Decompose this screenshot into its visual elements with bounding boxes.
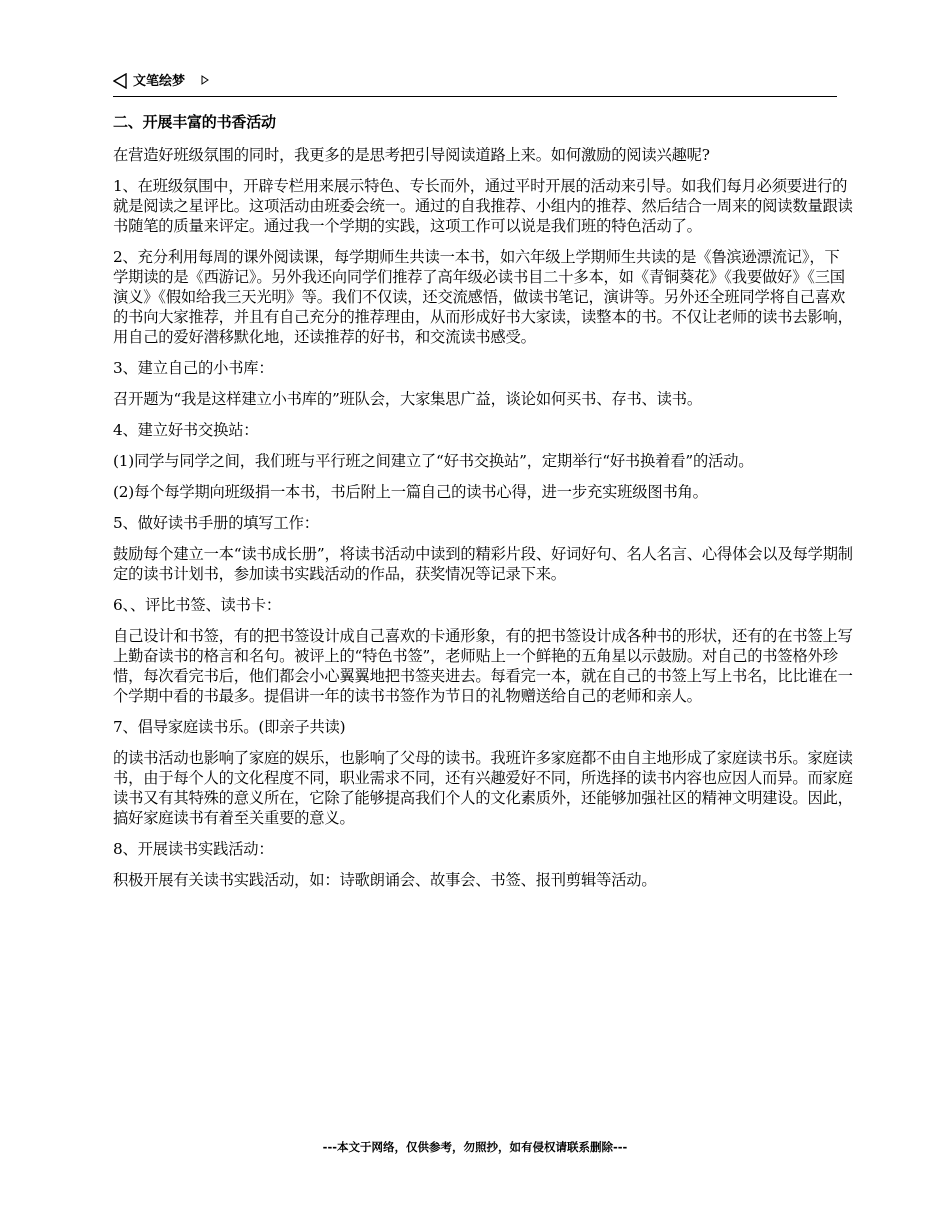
- paragraph: 积极开展有关读书实践活动，如：诗歌朗诵会、故事会、书签、报刊剪辑等活动。: [113, 871, 657, 889]
- paragraph: 自己设计和书签，有的把书签设计成自己喜欢的卡通形象，有的把书签设计成各种书的形状，还有的在书签上写上勤奋读书的格言和名句。被评上的“特色书签”，老师贴上一个鲜艳的五角星以示鼓励。对自己的书签格外珍惜，每次看完书后，他们都会小心翼翼地把书签夹进去。每看完一本，就在自己的书签上写上书名，比比谁在一个学期中看的书最多。提倡讲一年的读书书签作为节日的礼物赠送给自己的老师和亲人。: [113, 627, 853, 705]
- paragraph: 的读书活动也影响了家庭的娱乐，也影响了父母的读书。我班许多家庭都不由自主地形成了家庭读书乐。家庭读书，由于每个人的文化程度不同，职业需求不同，还有兴趣爱好不同，所选择的读书内容也应因人而异。而家庭读书又有其特殊的意义所在，它除了能够提高我们个人的文化素质外，还能够加强社区的精神文明建设。因此，搞好家庭读书有着至关重要的意义。: [113, 749, 853, 827]
- paragraph: (1)同学与同学之间，我们班与平行班之间建立了“好书交换站”，定期举行“好书换着看”的活动。: [113, 452, 754, 470]
- subheading: 5、做好读书手册的填写工作：: [113, 514, 319, 532]
- subheading: 4、建立好书交换站：: [113, 421, 259, 439]
- footer-disclaimer: ---本文于网络，仅供参考，勿照抄，如有侵权请联系删除---: [322, 1140, 628, 1154]
- paragraph: 召开题为“我是这样建立小书库的”班队会，大家集思广益，谈论如何买书、存书、读书。: [113, 390, 702, 408]
- intro-paragraph: 在营造好班级氛围的同时，我更多的是思考把引导阅读道路上来。如何激励的阅读兴趣呢?: [113, 146, 710, 164]
- subheading: 7、倡导家庭读书乐。(即亲子共读): [113, 718, 346, 736]
- paragraph: 鼓励每个建立一本“读书成长册”，将读书活动中读到的精彩片段、好词好句、名人名言、心得体会以及每学期制定的读书计划书，参加读书实践活动的作品，获奖情况等记录下来。: [113, 545, 853, 583]
- paragraph: 1、在班级氛围中，开辟专栏用来展示特色、专长而外，通过平时开展的活动来引导。如我们每月必须要进行的就是阅读之星评比。这项活动由班委会统一。通过的自我推荐、小组内的推荐、然后结合一周来的阅读数量跟读书随笔的质量来评定。通过我一个学期的实践，这项工作可以说是我们班的特色活动了。: [113, 177, 853, 235]
- brand-name: 文笔绘梦: [133, 74, 186, 89]
- document-body: [113, 112, 853, 901]
- paragraph: (2)每个每学期向班级捐一本书，书后附上一篇自己的读书心得，进一步充实班级图书角。: [113, 483, 708, 501]
- subheading: 3、建立自己的小书库：: [113, 359, 274, 377]
- subheading: 6、、评比书签、读书卡：: [113, 596, 281, 614]
- triangle-right-icon: [201, 75, 209, 85]
- paragraph: 2、充分利用每周的课外阅读课，每学期师生共读一本书，如六年级上学期师生共读的是《鲁滨逊漂流记》，下学期读的是《西游记》。另外我还向同学们推荐了高年级必读书目二十多本，如《青铜葵花》《我要做好》《三国演义》《假如给我三天光明》等。我们不仅读，还交流感悟，做读书笔记，演讲等。另外还全班同学将自己喜欢的书向大家推荐，并且有自己充分的推荐理由，从而形成好书大家读，读整本的书。不仅让老师的读书去影响，用自己的爱好潜移默化地，还读推荐的好书，和交流读书感受。: [113, 248, 853, 346]
- triangle-left-icon: [113, 73, 127, 89]
- section-heading: 二、开展丰富的书香活动: [113, 113, 276, 131]
- subheading: 8、开展读书实践活动：: [113, 840, 274, 858]
- page-header: [113, 72, 837, 97]
